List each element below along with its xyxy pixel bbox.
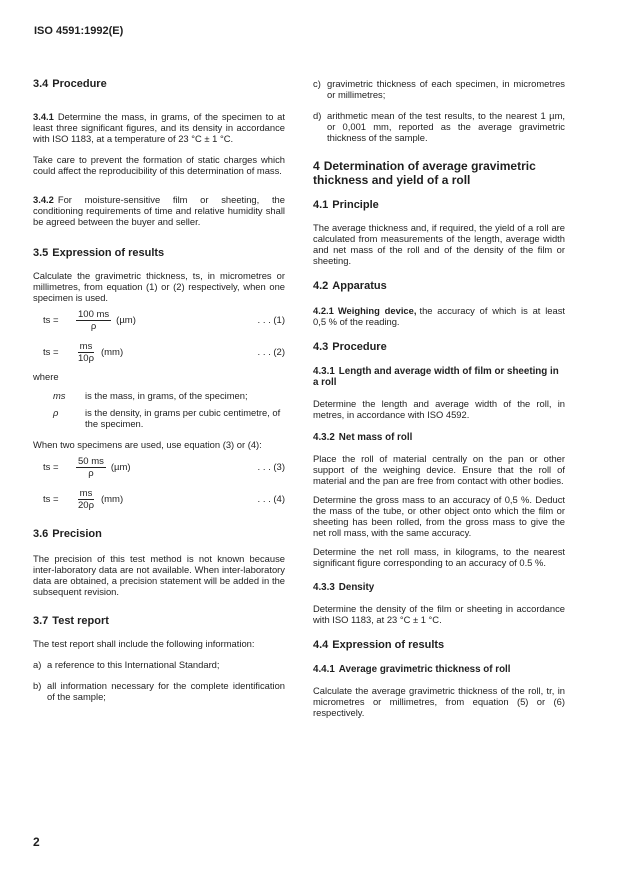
document-header: ISO 4591:1992(E): [34, 25, 124, 37]
equation-3: ts = $\frac{50 ms}{\rho}$ (µm) . . . (3): [43, 455, 285, 479]
para-4-3-2-c: Determine the net roll mass, in kilograms, to the nearest significant figure corresponding to an accuracy of 0.5 %.: [313, 546, 565, 568]
symbol-definitions: [33, 390, 285, 429]
para-4-3-1: Determine the length and average width of the roll, in metres, in accordance with ISO 4592.: [313, 398, 565, 420]
para-4-4-1: Calculate the average gravimetric thickness of the roll, tr, in micrometres or millimetres, from equation (5) or (6) respectively.: [313, 685, 565, 718]
para-3-6: The precision of this test method is not known because inter-laboratory data are not available. When inter-laboratory data are obtained, a precision statement will be added in the subsequent revision.: [33, 553, 285, 597]
para-3-5-intro: Calculate the gravimetric thickness, ts, in micrometres or millimetres, from equation (1) or (2) respectively, when one specimen is used.: [33, 270, 285, 303]
left-column: [33, 78, 285, 702]
para-4-3-2-a: Place the roll of material centrally on the pan or other support of the weighing device. Ensure that the roll of material and the pan are free from contact with other bodies.: [313, 453, 565, 486]
section-3-5-heading: 3.5 Expression of results: [33, 247, 165, 259]
section-4-1-heading: 4.1 Principle: [313, 199, 379, 211]
equation-1: ts = $\frac{100 ms}{\rho}$ (µm) . . . (1): [43, 308, 285, 332]
para-4-3-3: Determine the density of the film or sheeting in accordance with ISO 1183, at 23 °C ± 1 °C.: [313, 603, 565, 625]
equation-4: ts = $\frac{ms}{20\rho}$ (mm) . . . (4): [43, 487, 285, 511]
section-4-4-1-heading: 4.4.1 Average gravimetric thickness of roll: [313, 664, 511, 675]
section-4-3-1-heading: 4.3.1 Length and average width of film or sheeting in a roll: [313, 366, 559, 388]
list-item-d: d) arithmetic mean of the test results, to the nearest 1 µm, or 0,001 mm, reported as the average gravimetric thickness of the sample.: [313, 110, 565, 143]
section-4-3-2-heading: 4.3.2 Net mass of roll: [313, 432, 413, 443]
para-3-4-2: 3.4.2 For moisture-sensitive film or sheeting, the conditioning requirements of time and relative humidity shall be agreed between the buyer and seller.: [33, 194, 285, 227]
section-3-4-heading: 3.4 Procedure: [33, 78, 107, 90]
section-4-2-heading: 4.2 Apparatus: [313, 280, 387, 292]
section-3-6-heading: 3.6 Precision: [33, 528, 102, 540]
right-column: [313, 78, 565, 718]
section-4-3-heading: 4.3 Procedure: [313, 341, 387, 353]
para-4-2-1: 4.2.1 Weighing device, the accuracy of which is at least 0,5 % of the reading.: [313, 305, 566, 327]
page-number: 2: [33, 835, 40, 849]
para-3-4-1: 3.4.1 Determine the mass, in grams, of the specimen to at least three significant figures, and its density in accordance with ISO 1183, at a temperature of 23 °C ± 1 °C.: [33, 111, 285, 144]
definition-density: ρ is the density, in grams per cubic centimetre, of the specimen.: [53, 407, 281, 429]
para-3-4-1-b: Take care to prevent the formation of static charges which could affect the reproducibility of this determination of mass.: [33, 154, 285, 176]
section-4-3-3-heading: 4.3.3 Density: [313, 582, 375, 593]
para-4-3-2-b: Determine the gross mass to an accuracy of 0,5 %. Deduct the mass of the tube, or other object onto which the film or sheeting has been rolled, from the gross mass to give the net roll mass, with the same accuracy.: [313, 494, 565, 538]
para-two-specimens: When two specimens are used, use equation (3) or (4):: [33, 439, 262, 450]
section-4-heading: 4 Determination of average gravimetric thickness and yield of a roll: [313, 159, 536, 187]
list-item-a: a) a reference to this International Standard;: [33, 659, 220, 670]
list-item-b: b) all information necessary for the complete identification of the sample;: [33, 680, 285, 702]
where-label: where: [33, 371, 59, 382]
definition-mass: ms is the mass, in grams, of the specimen;: [53, 390, 248, 401]
section-4-4-heading: 4.4 Expression of results: [313, 639, 445, 651]
para-3-7-intro: The test report shall include the following information:: [33, 638, 255, 649]
equation-2: ts = $\frac{ms}{10\rho}$ (mm) . . . (2): [43, 340, 285, 364]
para-4-1: The average thickness and, if required, the yield of a roll are calculated from measurements of the length, average width and net mass of the roll and of the density of the film or sheeting.: [313, 222, 565, 266]
list-item-c: c) gravimetric thickness of each specimen, in micrometres or millimetres;: [313, 78, 565, 100]
section-3-7-heading: 3.7 Test report: [33, 615, 109, 627]
